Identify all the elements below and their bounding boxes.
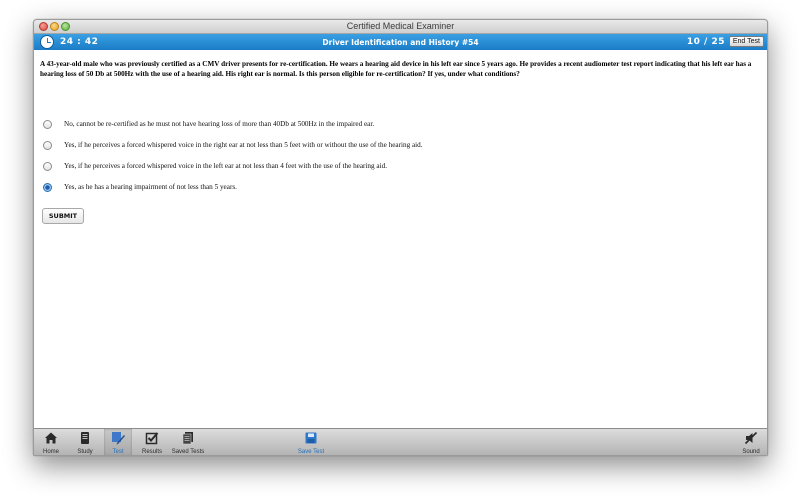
- toolbar-saved-tests[interactable]: [168, 429, 208, 456]
- window-title: Certified Medical Examiner: [346, 21, 455, 31]
- answer-option-1[interactable]: [43, 119, 743, 131]
- speaker-muted-icon: [744, 431, 758, 445]
- question-text: A 43-year-old male who was previously certified as a CMV driver presents for re-certification. He wears a hearing aid device in his left ear since 5 years ago. He provides a recent audiometer test report indicating that his left ear has a hearing loss of 50 Db at 500Hz with the use of a hearing aid. His right ear is normal. Is this person eligible for re-certification? If yes, under what conditions?: [40, 60, 752, 78]
- home-icon: [44, 431, 58, 445]
- book-icon: [78, 431, 92, 445]
- radio-button-selected[interactable]: [43, 183, 52, 192]
- toolbar-save-test-label: Save Test: [297, 449, 325, 455]
- toolbar-test[interactable]: [104, 429, 132, 456]
- toolbar-results[interactable]: [138, 429, 166, 456]
- toolbar-sound[interactable]: [737, 429, 765, 456]
- question-category-title: Driver Identification and History #54: [322, 38, 479, 47]
- answer-option-2[interactable]: [43, 140, 743, 152]
- toolbar-home-label: Home: [42, 449, 59, 455]
- answer-option-4[interactable]: [43, 182, 743, 194]
- pencil-icon: [111, 431, 125, 445]
- toolbar-results-label: Results: [141, 449, 162, 455]
- radio-button[interactable]: [43, 120, 52, 129]
- question-panel: [34, 50, 767, 430]
- window-titlebar: [34, 20, 767, 34]
- timer: 24 : 42: [60, 37, 99, 47]
- end-test-button[interactable]: End Test: [729, 36, 764, 47]
- checkbox-icon: [145, 431, 159, 445]
- test-header-bar: [34, 34, 767, 50]
- toolbar-home[interactable]: [38, 429, 64, 456]
- radio-button[interactable]: [43, 141, 52, 150]
- toolbar-save-test[interactable]: [293, 429, 329, 456]
- toolbar-study-label: Study: [77, 449, 93, 455]
- submit-button[interactable]: SUBMIT: [42, 208, 84, 224]
- answer-option-label: Yes, as he has a hearing impairment of not less than 5 years.: [64, 183, 237, 191]
- documents-icon: [181, 431, 195, 445]
- floppy-disk-icon: [304, 431, 318, 445]
- answer-option-label: No, cannot be re-certified as he must not have hearing loss of more than 40Db at 500Hz in the impaired ear.: [64, 120, 375, 128]
- radio-button[interactable]: [43, 162, 52, 171]
- app-window: [33, 19, 768, 456]
- answer-option-label: Yes, if he perceives a forced whispered voice in the left ear at not less than 4 feet with the use of the hearing aid.: [64, 162, 387, 170]
- toolbar-saved-tests-label: Saved Tests: [171, 449, 205, 455]
- question-progress: 10 / 25: [686, 37, 725, 47]
- toolbar-study[interactable]: [72, 429, 98, 456]
- answer-option-3[interactable]: [43, 161, 743, 173]
- toolbar-sound-label: Sound: [742, 449, 760, 455]
- answer-option-label: Yes, if he perceives a forced whispered voice in the right ear at not less than 5 feet with or without the use of the hearing aid.: [64, 141, 423, 149]
- bottom-toolbar: [34, 428, 767, 455]
- toolbar-test-label: Test: [112, 449, 124, 455]
